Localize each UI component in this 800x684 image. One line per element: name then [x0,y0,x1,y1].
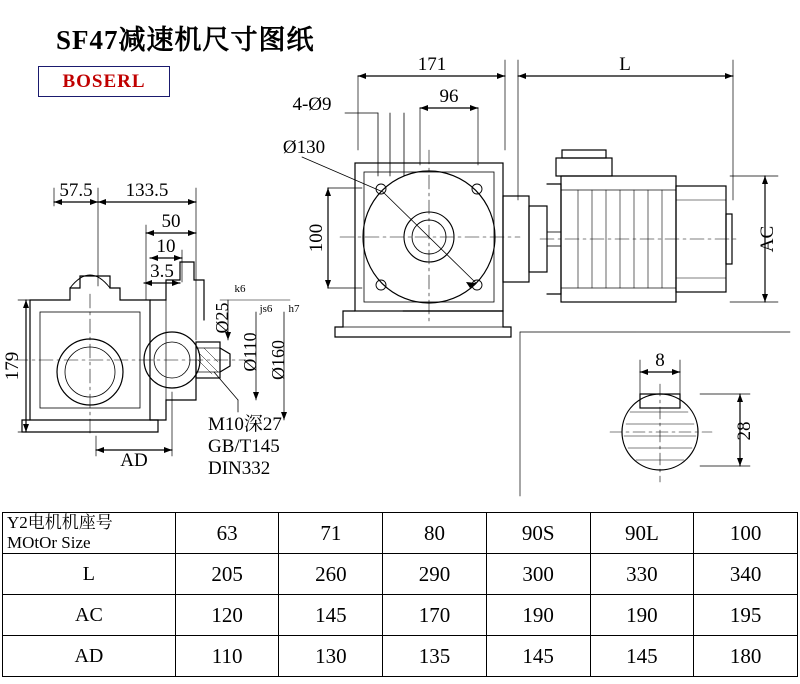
dim-100: 100 [306,223,327,253]
table-cell: 195 [694,595,798,636]
table-row [3,554,798,595]
row-header-AD: AD [3,636,176,677]
table-cell: 130 [279,636,383,677]
table-cell: 170 [383,595,487,636]
table-cell: 330 [590,554,694,595]
table-row [3,513,798,554]
table-cell: 63 [175,513,279,554]
dim-133-5: 133.5 [125,180,169,201]
row-header-line1: Y2电机机座号 [7,513,113,533]
table-cell: 260 [279,554,383,595]
note-m10: M10深27 [208,414,282,435]
row-header-line2: MOtOr Size [7,533,91,552]
table-cell: 90S [486,513,590,554]
dim-AC: AC [757,225,778,253]
table-cell: 80 [383,513,487,554]
table-cell: 135 [383,636,487,677]
table-cell: 340 [694,554,798,595]
tol-h7: h7 [288,303,300,315]
dim-10: 10 [156,236,176,257]
table-cell: 100 [694,513,798,554]
dim-dia25: Ø25 [212,302,232,334]
dim-dia110: Ø110 [240,332,260,372]
row-header-AC: AC [3,595,176,636]
dim-3-5: 3.5 [150,261,174,282]
page-title: SF47减速机尺寸图纸 [56,25,315,55]
dim-AD: AD [120,450,148,471]
dim-50: 50 [161,211,181,232]
note-gbt145: GB/T145 [208,436,280,457]
table-cell: 190 [486,595,590,636]
table-cell: 120 [175,595,279,636]
dim-96: 96 [439,86,459,107]
dim-57-5: 57.5 [59,180,93,201]
tol-js6: js6 [259,303,273,315]
row-header-motor-size [3,513,176,554]
table-cell: 145 [486,636,590,677]
spec-table [2,512,798,677]
table-row [3,595,798,636]
note-din332: DIN332 [208,458,271,479]
table-cell: 71 [279,513,383,554]
table-row [3,636,798,677]
table-cell: 90L [590,513,694,554]
table-cell: 180 [694,636,798,677]
table-cell: 205 [175,554,279,595]
dim-L: L [619,54,631,75]
tol-k6: k6 [234,283,246,295]
dim-179: 179 [2,351,23,381]
dim-dia160: Ø160 [268,340,288,380]
dim-4xD9: 4-Ø9 [292,94,332,115]
dim-dia130: Ø130 [282,137,326,158]
brand-logo-text: BOSERL [62,70,146,92]
dim-171: 171 [417,54,447,75]
table-cell: 110 [175,636,279,677]
table-cell: 145 [590,636,694,677]
dim-28: 28 [734,421,755,441]
row-header-L: L [3,554,176,595]
table-cell: 300 [486,554,590,595]
table-cell: 190 [590,595,694,636]
table-cell: 290 [383,554,487,595]
dim-8: 8 [655,350,665,371]
table-cell: 145 [279,595,383,636]
